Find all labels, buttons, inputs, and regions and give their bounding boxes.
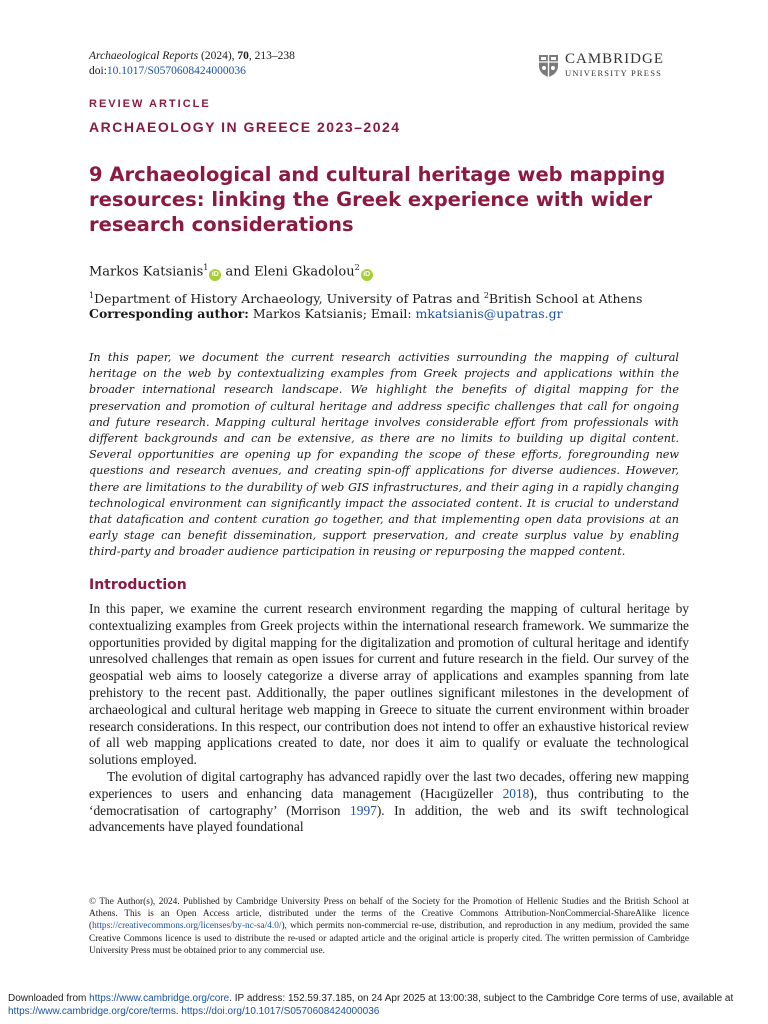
download-notice [8,992,760,1018]
author-affil-sup-2: 2 [354,263,360,272]
article-title: 9 Archaeological and cultural heritage web mapping resources: linking the Greek experience with wider research considerations [89,163,666,236]
paragraph-2-part-c: ). In addition, the web and its swift technological advancements have played foundational [89,802,689,835]
body-text [89,601,689,836]
paragraph-2-part-a: The evolution of digital cartography has advanced rapidly over the last two decades, offering new mapping experiences to users and enhancing data management (Hacıgüzeller [89,768,689,801]
copyright-footnote [89,896,689,957]
corresponding-author [89,305,563,323]
download-middle: . IP address: 152.59.37.185, on 24 Apr 2025 at 13:00:38, subject to the Cambridge Core terms of use, available at [229,993,734,1004]
license-link[interactable]: https://creativecommons.org/licenses/by-nc-sa/4.0/ [92,921,282,932]
publisher-name [565,52,664,79]
publisher-line1: CAMBRIDGE [565,51,665,67]
orcid-icon-2[interactable]: iD [361,269,373,281]
abstract: In this paper, we document the current research activities surrounding the mapping of cultural heritage on the web by contextualizing examples from Greek projects and applications within the broader international research landscape. We highlight the benefits of digital mapping for the preservation and promotion of cultural heritage and address specific challenges that call for ongoing and future research. Mapping cultural heritage involves considerable effort from professionals with different backgrounds and can be extensive, as there are no limits to building up digital content. Several opportunities are opening up for expanding the scope of these efforts, foregrounding new questions and research avenues, and creating spin-off applications for diverse audiences. However, there are limitations to the durability of web GIS infrastructures, and their aging in a rapidly changing technological environment can significantly impact the associated content. It is crucial to understand that datafication and content curation go together, and that implementing open data provisions at an early stage can benefit dissemination, support preservation, and create surplus value by enabling third-party and broader audience participation in reusing or repurposing the mapped content. [89,351,679,559]
journal-pages: , 213–238 [248,50,295,62]
footnote-text-a: © The Author(s), 2024. Published by Cambridge University Press on behalf of the Society for the Promotion of Hellenic Studies and the British School at Athens. This is an Open Access article, distributed under the terms of the Creative Commons Attribution-NonCommercial-ShareAlike licence ( [89,897,689,932]
paragraph-1: In this paper, we examine the current research environment regarding the mapping of cultural heritage by contextualizing examples from Greek projects within the international research framework. We summarize the opportunities provided by digital mapping for the digitalization and promotion of cultural heritage and identify unresolved challenges that remain as open issues for current and future research in the field. Our survey of the geospatial web aims to loosely categorize a diverse array of applications and examples spanning from late prehistory to the recent past. Additionally, the paper outlines significant milestones in the development of archaeological and cultural heritage web mapping in Greece to situate the current environment within broader research considerations. In this respect, our contribution does not intend to offer an exhaustive historical review of all web mapping applications created to date, nor does it aim to qualify or evaluate the technological solutions employed. [89,601,689,768]
publisher-logo[interactable] [538,52,664,79]
paragraph-2-part-b: ), thus contributing to the ‘democratisation of cartography’ (Morrison [89,785,689,818]
reference-link[interactable]: 2018 [502,785,530,801]
doi-footer-link[interactable]: https://doi.org/10.1017/S0570608424000036 [181,1006,380,1017]
download-prefix: Downloaded from [8,993,90,1004]
affil-sup-1: 1 [89,291,95,300]
corr-label: Corresponding author: [89,306,249,321]
journal-name: Archaeological Reports [89,50,199,62]
article-type: REVIEW ARTICLE [89,98,211,110]
journal-citation [89,49,295,79]
author-name-2[interactable]: and Eleni Gkadolou [221,264,355,280]
footnote-text-b: ), which permits non-commercial re-use, distribution, and reproduction in any medium, provided the same Creative Commons licence is used to distribute the re-used or adapted article and the original article is properly cited. The written permission of Cambridge University Press must be obtained prior to any commercial use. [89,921,689,956]
affil-1: Department of History Archaeology, University of Patras and [94,291,484,307]
publisher-line2: UNIVERSITY PRESS [565,68,663,78]
section-heading: Introduction [89,577,187,593]
author-list [89,259,373,281]
author-affil-sup: 1 [203,263,209,272]
journal-year: (2024), [198,50,238,62]
corr-text: Markos Katsianis; Email: [248,306,416,321]
doi-prefix: doi: [89,65,107,77]
author-name[interactable]: Markos Katsianis [89,264,204,280]
doi-line [89,64,295,79]
doi-link[interactable]: 10.1017/S0570608424000036 [106,65,246,77]
journal-line [89,49,295,64]
paragraph-2 [89,769,689,836]
corr-email-link[interactable]: mkatsianis@upatras.gr [415,306,563,321]
article-series: ARCHAEOLOGY IN GREECE 2023–2024 [89,119,401,135]
reference-link-2[interactable]: 1997 [350,802,377,818]
cambridge-shield-icon [538,54,559,78]
download-sep: . [175,1006,182,1017]
affil-sup-2: 2 [483,291,489,300]
journal-volume: 70 [237,50,249,62]
orcid-icon[interactable]: iD [209,269,221,281]
core-link[interactable]: https://www.cambridge.org/core [89,993,230,1004]
terms-link[interactable]: https://www.cambridge.org/core/terms [8,1006,176,1017]
affil-2: British School at Athens [488,291,643,307]
